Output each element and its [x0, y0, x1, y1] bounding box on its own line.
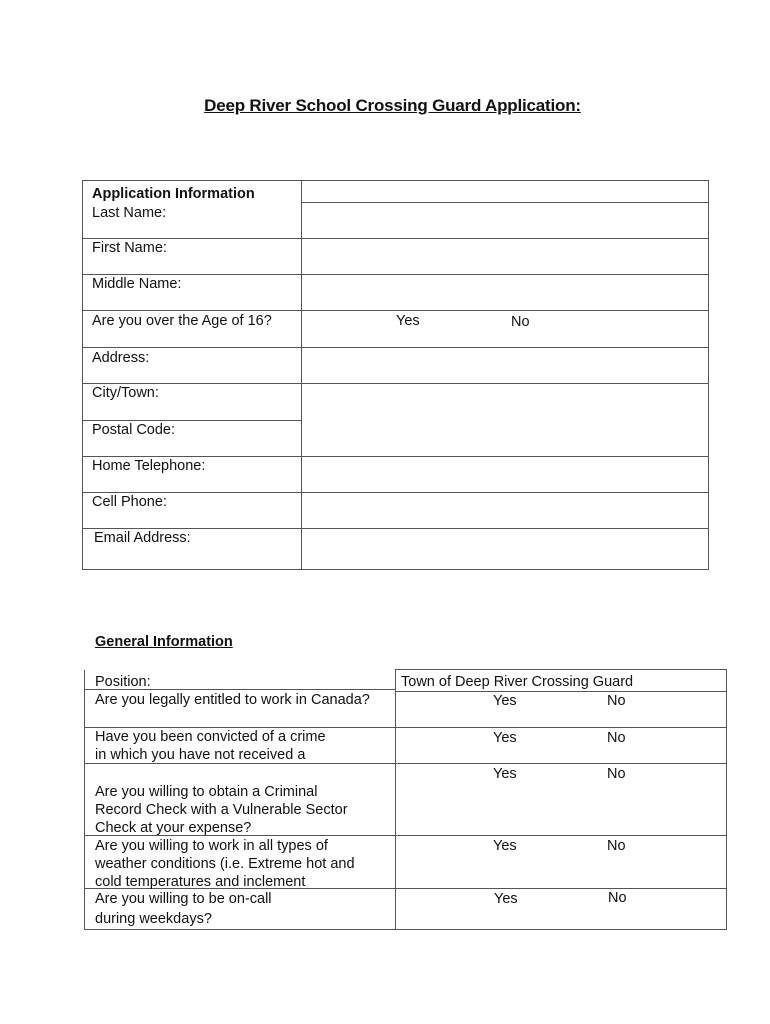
question-on-call-line1: Are you willing to be on-call — [95, 891, 272, 907]
email-field[interactable] — [302, 529, 708, 569]
address-label: Address: — [92, 350, 150, 366]
question-convicted-line2: in which you have not received a — [95, 747, 306, 763]
on-call-no[interactable]: No — [608, 890, 627, 906]
criminal-check-yes[interactable]: Yes — [493, 766, 517, 782]
city-label: City/Town: — [92, 385, 159, 401]
convicted-yes[interactable]: Yes — [493, 730, 517, 746]
question-convicted-line1: Have you been convicted of a crime — [95, 729, 326, 745]
page-title: Deep River School Crossing Guard Application: — [204, 96, 581, 115]
weather-no[interactable]: No — [607, 838, 626, 854]
question-criminal-check-line1: Are you willing to obtain a Criminal — [95, 784, 318, 800]
position-value: Town of Deep River Crossing Guard — [401, 674, 634, 690]
first-name-label: First Name: — [92, 240, 167, 256]
criminal-check-no[interactable]: No — [607, 766, 626, 782]
middle-name-field[interactable] — [302, 275, 708, 310]
cell-phone-label: Cell Phone: — [92, 494, 167, 510]
question-on-call-line2: during weekdays? — [95, 911, 212, 927]
question-legally-entitled: Are you legally entitled to work in Canada? — [95, 692, 370, 708]
question-criminal-check-line2: Record Check with a Vulnerable Sector — [95, 802, 348, 818]
postal-code-label: Postal Code: — [92, 422, 176, 438]
cell-phone-field[interactable] — [302, 493, 708, 528]
application-info-heading: Application Information — [92, 186, 255, 202]
last-name-label: Last Name: — [92, 205, 167, 221]
age-yes-option[interactable]: Yes — [396, 313, 420, 329]
weather-yes[interactable]: Yes — [493, 838, 517, 854]
home-telephone-field[interactable] — [302, 457, 708, 492]
age-no-option[interactable]: No — [511, 314, 530, 330]
position-label: Position: — [95, 674, 151, 690]
question-criminal-check-line3: Check at your expense? — [95, 820, 252, 836]
home-telephone-label: Home Telephone: — [92, 458, 206, 474]
question-weather-line3: cold temperatures and inclement — [95, 874, 306, 890]
last-name-field[interactable] — [302, 203, 708, 238]
convicted-no[interactable]: No — [607, 730, 626, 746]
general-info-heading: General Information — [95, 634, 233, 650]
first-name-field[interactable] — [302, 239, 708, 274]
address-field[interactable] — [302, 348, 708, 383]
legally-entitled-yes[interactable]: Yes — [493, 693, 517, 709]
age-question-label: Are you over the Age of 16? — [92, 313, 272, 329]
legally-entitled-no[interactable]: No — [607, 693, 626, 709]
question-weather-line2: weather conditions (i.e. Extreme hot and — [95, 856, 355, 872]
on-call-yes[interactable]: Yes — [494, 891, 518, 907]
middle-name-label: Middle Name: — [92, 276, 182, 292]
email-label: Email Address: — [94, 530, 191, 546]
question-weather-line1: Are you willing to work in all types of — [95, 838, 328, 854]
city-postal-field[interactable] — [302, 384, 708, 456]
